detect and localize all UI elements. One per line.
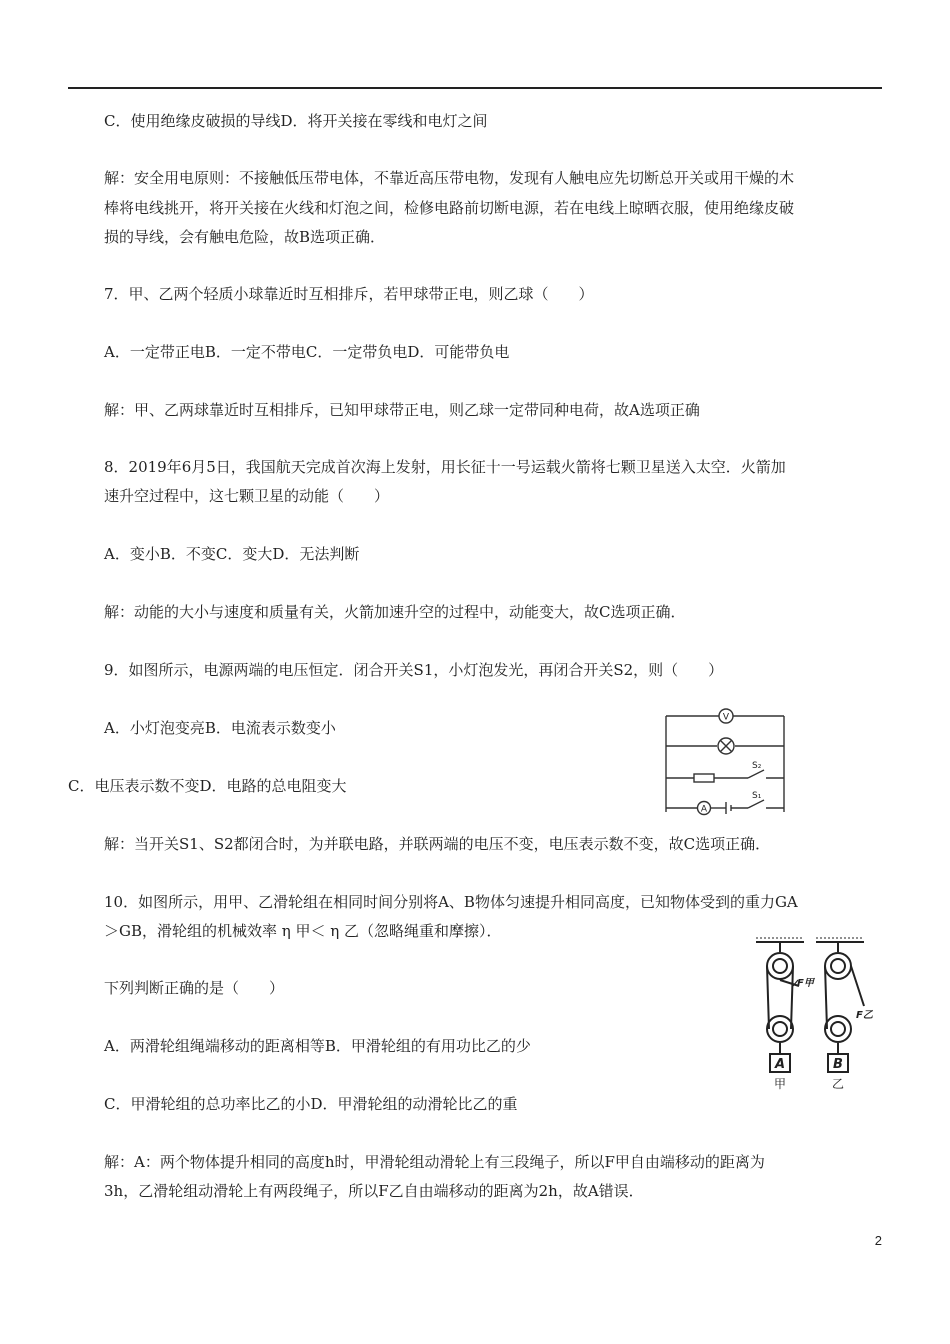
solution-line: 损的导线，会有触电危险，故B选项正确．: [104, 228, 386, 246]
options-9-cd: C．电压表示数不变D．电路的总电阻变大: [68, 777, 347, 795]
lamp-icon: [718, 738, 734, 754]
switch-s1-label: S₁: [752, 791, 762, 801]
pulley-diagram: [752, 936, 882, 1092]
voltmeter: [719, 709, 733, 723]
solution-7: 解：甲、乙两球靠近时互相排斥，已知甲球带正电，则乙球一定带同种电荷，故A选项正确: [104, 401, 700, 419]
options-9-ab: A．小灯泡变亮B．电流表示数变小: [104, 719, 336, 737]
question-8-cont: 速升空过程中，这七颗卫星的动能（ ）: [104, 487, 390, 505]
label-jia: 甲: [773, 1077, 787, 1091]
solution-9: 解：当开关S1、S2都闭合时，为并联电路，并联两端的电压不变，电压表示数不变，故C选项正确．: [104, 835, 771, 853]
switch-s2-label: S₂: [752, 761, 762, 771]
solution-line: 解：安全用电原则：不接触低压带电体，不靠近高压带电物，发现有人触电应先切断总开关或用干燥的木: [104, 169, 795, 187]
options-10-ab: A．两滑轮组绳端移动的距离相等B．甲滑轮组的有用功比乙的少: [104, 1037, 531, 1055]
question-8: 8．2019年6月5日，我国航天完成首次海上发射，用长征十一号运载火箭将七颗卫星送入太空．火箭加: [104, 458, 786, 476]
voltmeter-label: V: [722, 712, 730, 723]
option-line: C．使用绝缘皮破损的导线D．将开关接在零线和电灯之间: [104, 112, 488, 130]
solution-8: 解：动能的大小与速度和质量有关，火箭加速升空的过程中，动能变大，故C选项正确．: [104, 603, 686, 621]
header-rule: [68, 87, 882, 89]
question-9: 9．如图所示，电源两端的电压恒定．闭合开关S1，小灯泡发光，再闭合开关S2，则（ ）: [104, 661, 724, 679]
ammeter: [698, 802, 711, 815]
label-yi: 乙: [831, 1077, 845, 1091]
solution-line: 棒将电线挑开，将开关接在火线和灯泡之间，检修电路前切断电源，若在电线上晾晒衣服，使用绝缘皮破: [104, 199, 795, 217]
solution-10-cont: 3h，乙滑轮组动滑轮上有两段绳子，所以F乙自由端移动的距离为2h，故A错误．: [104, 1182, 644, 1200]
solution-10: 解：A：两个物体提升相同的高度h时，甲滑轮组动滑轮上有三段绳子，所以F甲自由端移动的距离为: [104, 1153, 765, 1171]
box-b-label: B: [833, 1057, 843, 1072]
ammeter-label: A: [700, 804, 708, 815]
circuit-diagram: [664, 708, 788, 820]
options-7: A．一定带正电B．一定不带电C．一定带负电D．可能带负电: [104, 343, 510, 361]
question-10-prompt: 下列判断正确的是（ ）: [104, 979, 285, 997]
question-10-cont: ＞GB，滑轮组的机械效率 η 甲＜ η 乙（忽略绳重和摩擦）．: [104, 922, 502, 940]
box-a-label: A: [774, 1057, 786, 1072]
force-jia-label: F甲: [797, 978, 814, 989]
force-yi-label: F乙: [856, 1010, 873, 1021]
page-number: 2: [874, 1233, 882, 1248]
question-7: 7．甲、乙两个轻质小球靠近时互相排斥，若甲球带正电，则乙球（ ）: [104, 285, 594, 303]
question-10: 10．如图所示，用甲、乙滑轮组在相同时间分别将A、B物体匀速提升相同高度，已知物体受到的重力GA: [104, 893, 798, 911]
options-10-cd: C．甲滑轮组的总功率比乙的小D．甲滑轮组的动滑轮比乙的重: [104, 1095, 518, 1113]
options-8: A．变小B．不变C．变大D．无法判断: [104, 545, 360, 563]
